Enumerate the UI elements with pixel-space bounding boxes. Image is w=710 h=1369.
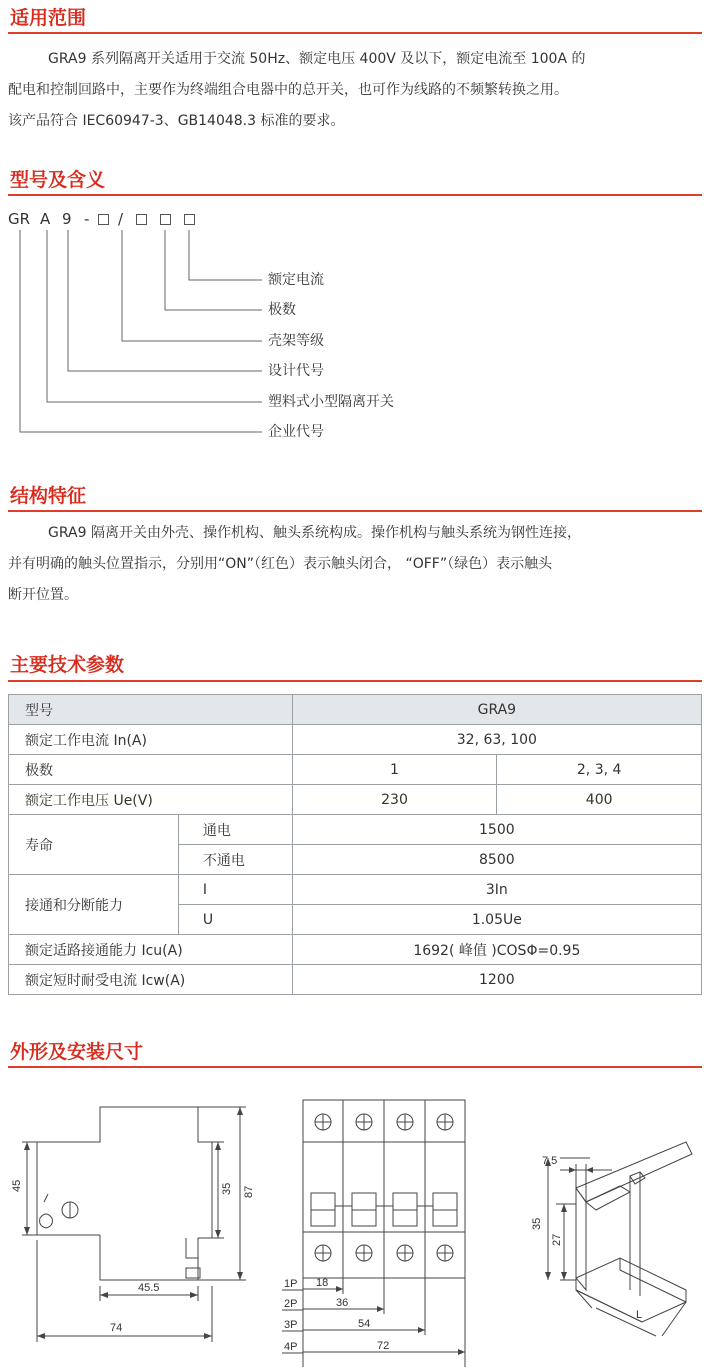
dim-label-87: 87: [243, 1185, 255, 1198]
table-cell: 接通和分断能力: [9, 875, 179, 935]
width-label-72: 72: [377, 1340, 390, 1352]
table-row: [9, 875, 702, 905]
rail-drawing: [500, 1140, 700, 1340]
table-cell: GRA9: [292, 695, 701, 725]
code-dash: -: [84, 210, 90, 228]
width-label-54: 54: [358, 1318, 371, 1330]
section-rule: [8, 680, 702, 682]
table-cell: I: [178, 875, 292, 905]
table-row: [9, 815, 702, 845]
table-cell: 通电: [178, 815, 292, 845]
pole-label-2p: 2P: [284, 1298, 298, 1310]
table-cell: 8500: [292, 845, 701, 875]
section-title-scope: 适用范围: [10, 7, 87, 29]
table-cell: 1.05Ue: [292, 905, 701, 935]
section-title-params: 主要技术参数: [10, 654, 125, 676]
dim-label-74: 74: [110, 1322, 123, 1334]
rail-label-27: 27: [551, 1233, 563, 1246]
section-rule: [8, 32, 702, 34]
model-leader-lines: [0, 228, 270, 438]
table-row: [9, 695, 702, 725]
table-cell: 32, 63, 100: [292, 725, 701, 755]
table-cell: 1200: [292, 965, 701, 995]
table-cell: 3In: [292, 875, 701, 905]
legend-product-type: 塑料式小型隔离开关: [268, 394, 394, 410]
table-cell: 230: [292, 785, 497, 815]
front-view-drawing: [270, 1090, 470, 1369]
code-slash: /: [118, 210, 124, 228]
code-prefix: GR: [8, 210, 31, 228]
legend-poles: 极数: [268, 302, 296, 318]
dim-label-45-5: 45.5: [138, 1282, 160, 1294]
code-box-current: [184, 214, 195, 225]
table-cell: 寿命: [9, 815, 179, 875]
table-row: [9, 755, 702, 785]
table-cell: 额定工作电流 In(A): [9, 725, 293, 755]
dim-label-45: 45: [11, 1179, 23, 1192]
code-box-frame: [136, 214, 147, 225]
rail-label-7-5: 7.5: [542, 1155, 558, 1167]
table-cell: 额定适路接通能力 Icu(A): [9, 935, 293, 965]
table-cell: 400: [497, 785, 702, 815]
rail-label-length: L: [636, 1309, 643, 1321]
pole-label-1p: 1P: [284, 1278, 298, 1290]
scope-line: 该产品符合 IEC60947-3、GB14048.3 标准的要求。: [8, 113, 345, 129]
width-label-18: 18: [316, 1277, 329, 1289]
pole-label-3p: 3P: [284, 1319, 298, 1331]
section-title-model: 型号及含义: [10, 169, 106, 191]
table-cell: 1500: [292, 815, 701, 845]
side-view-drawing: [0, 1090, 260, 1365]
table-cell: 不通电: [178, 845, 292, 875]
pole-label-4p: 4P: [284, 1341, 298, 1353]
structure-paragraph: [8, 518, 704, 611]
code-design-letter: A: [40, 210, 51, 228]
structure-line: GRA9 隔离开关由外壳、操作机构、触头系统构成。操作机构与触头系统为钢性连接，: [48, 525, 581, 541]
code-box-frame: [98, 214, 109, 225]
scope-line: 配电和控制回路中，主要作为终端组合电器中的总开关，也可作为线路的不频繁转换之用。: [8, 82, 568, 98]
section-rule: [8, 510, 702, 512]
structure-line: 断开位置。: [8, 587, 78, 603]
legend-frame-grade: 壳架等级: [268, 333, 324, 349]
section-title-dimensions: 外形及安装尺寸: [10, 1041, 144, 1063]
width-label-36: 36: [336, 1297, 349, 1309]
table-row: [9, 935, 702, 965]
table-cell: 极数: [9, 755, 293, 785]
spec-table: [8, 694, 702, 995]
section-title-structure: 结构特征: [10, 485, 87, 507]
table-cell: 1: [292, 755, 497, 785]
table-cell: 额定短时耐受电流 Icw(A): [9, 965, 293, 995]
table-cell: 型号: [9, 695, 293, 725]
table-row: [9, 965, 702, 995]
table-cell: 1692( 峰值 )COSΦ=0.95: [292, 935, 701, 965]
code-box-poles: [160, 214, 171, 225]
table-cell: U: [178, 905, 292, 935]
table-cell: 2, 3, 4: [497, 755, 702, 785]
section-rule: [8, 1066, 702, 1068]
code-design-digit: 9: [62, 210, 72, 228]
rail-label-35: 35: [531, 1217, 543, 1230]
legend-company-code: 企业代号: [268, 424, 324, 440]
structure-line: 并有明确的触头位置指示，分别用“ON”（红色）表示触头闭合， “OFF”（绿色）表示触头: [8, 556, 553, 572]
dim-label-35: 35: [221, 1182, 233, 1195]
table-row: [9, 785, 702, 815]
scope-paragraph: [8, 44, 704, 137]
table-cell: 额定工作电压 Ue(V): [9, 785, 293, 815]
legend-design-code: 设计代号: [268, 363, 324, 379]
scope-line: GRA9 系列隔离开关适用于交流 50Hz、额定电压 400V 及以下，额定电流至 100A 的: [48, 51, 586, 67]
table-row: [9, 725, 702, 755]
section-rule: [8, 194, 702, 196]
legend-rated-current: 额定电流: [268, 272, 324, 288]
